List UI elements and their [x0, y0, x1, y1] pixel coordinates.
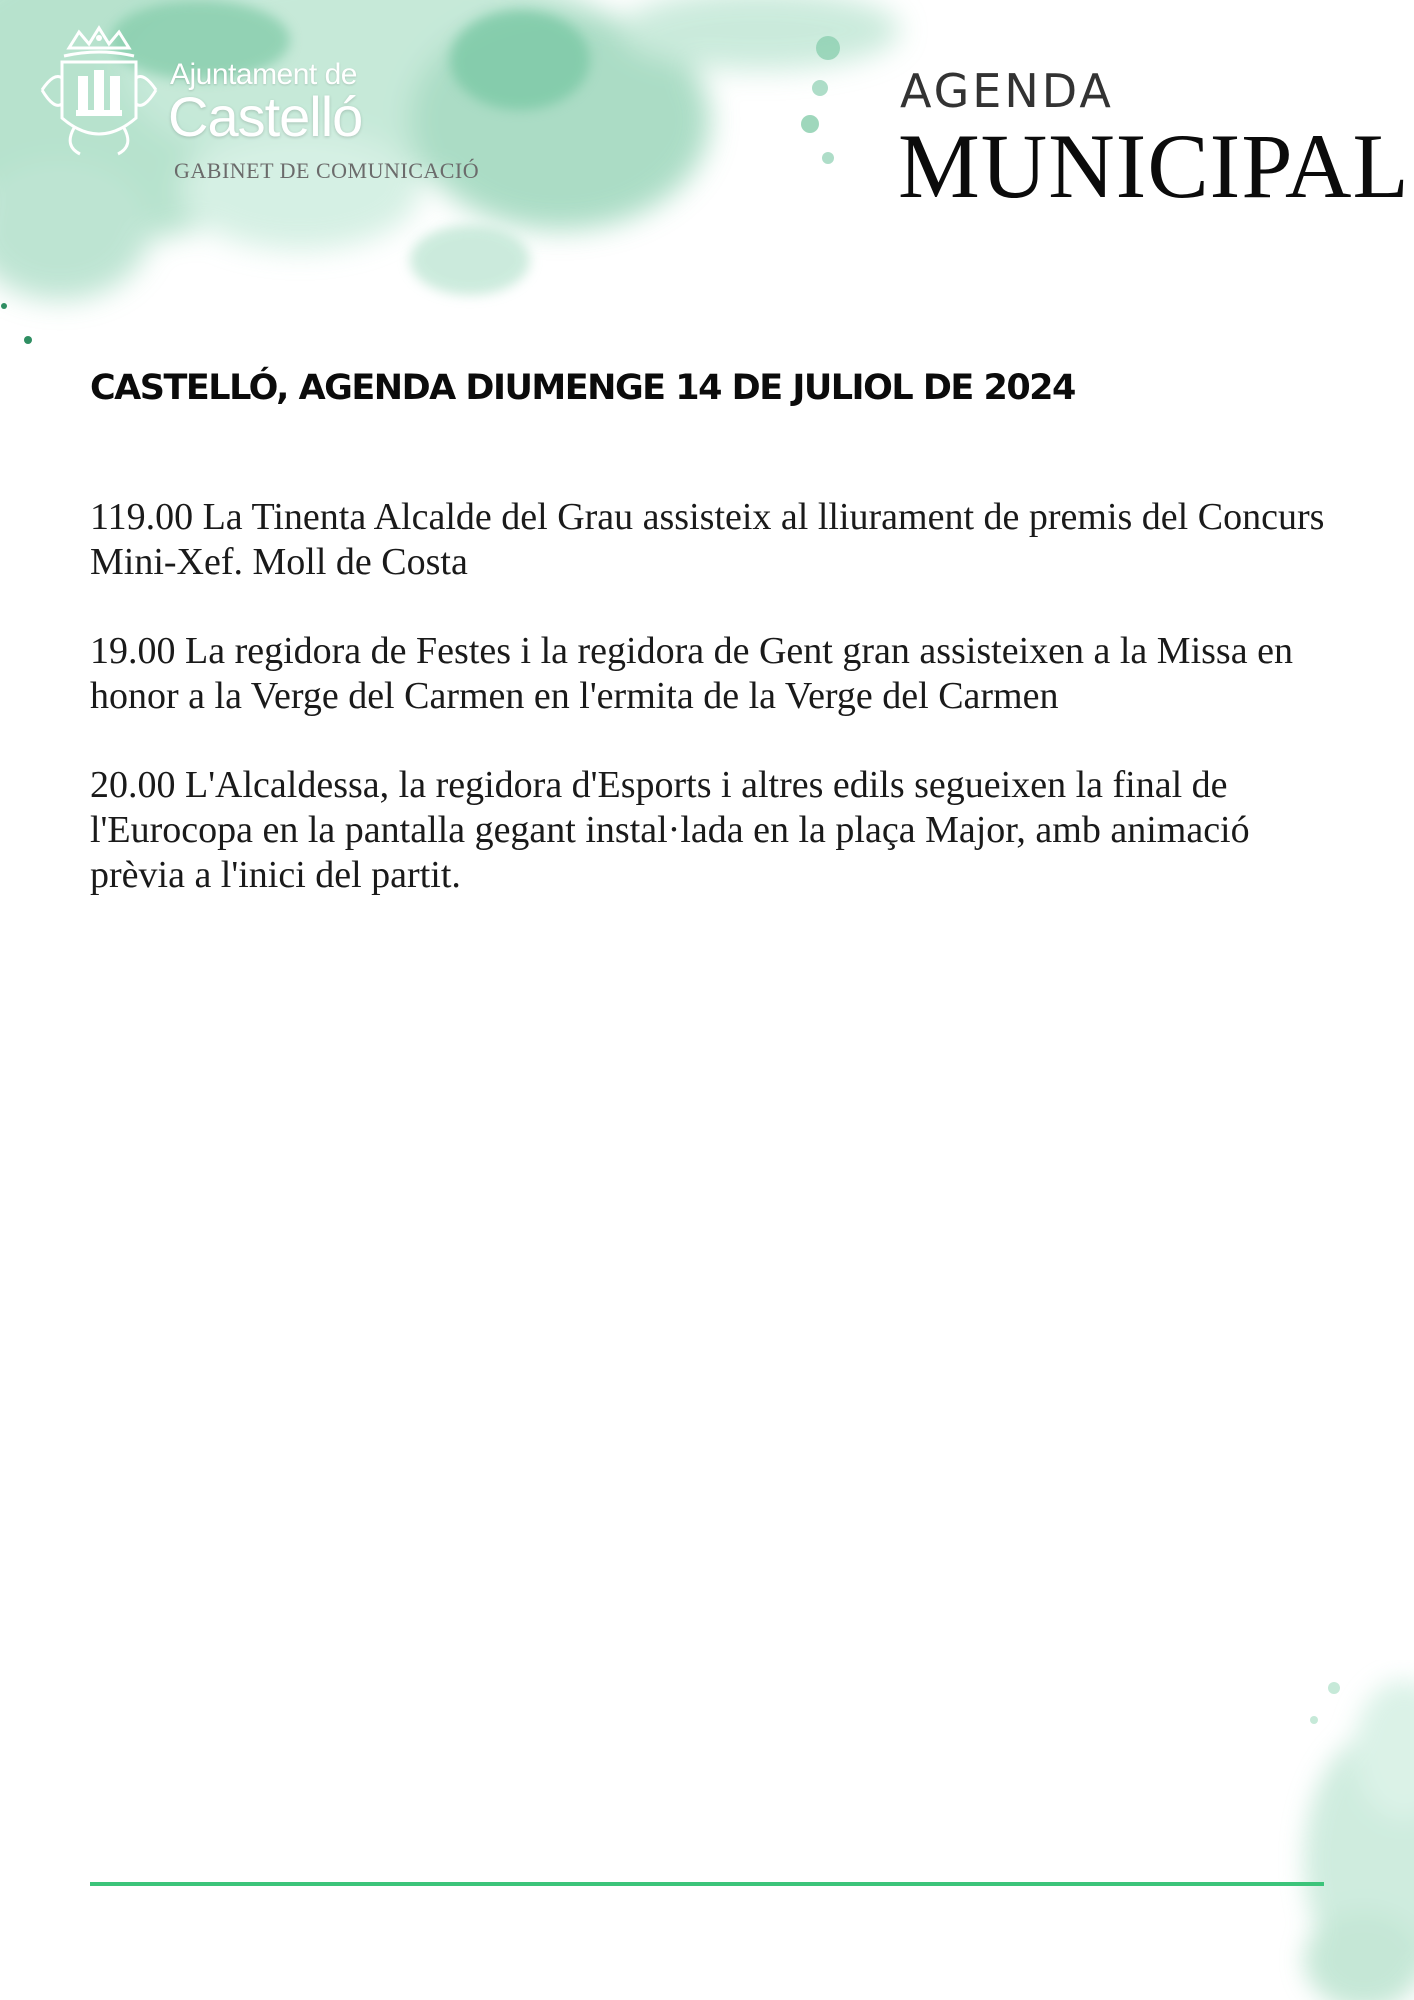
agenda-item: 20.00 L'Alcaldessa, la regidora d'Esports i altres edils segueixen la final de l'Eurocopa en la pantalla gegant instal·lada en la plaça Major, amb animació prèvia a l'inici del partit.	[90, 764, 1250, 896]
ajuntament-logo	[34, 18, 514, 188]
logo-line-castello: Castelló	[168, 85, 363, 148]
masthead	[898, 64, 1410, 217]
footer-divider	[90, 1882, 1324, 1886]
page-heading: CASTELLÓ, AGENDA DIUMENGE 14 DE JULIOL DE 2024	[90, 368, 1075, 408]
agenda-item: 119.00 La Tinenta Alcalde del Grau assisteix al lliurament de premis del Concurs Mini-Xef. Moll de Costa	[90, 496, 1325, 583]
logo-subtitle: GABINET DE COMUNICACIÓ	[174, 158, 480, 183]
watercolor-decoration-bottom	[1254, 1660, 1414, 2000]
logo-line-ajuntament: Ajuntament de	[170, 58, 357, 91]
castle-crest-icon	[34, 18, 164, 163]
masthead-title: MUNICIPAL	[898, 115, 1410, 217]
masthead-kicker: AGENDA	[900, 64, 1114, 118]
agenda-list	[90, 495, 1330, 942]
agenda-item: 19.00 La regidora de Festes i la regidora de Gent gran assisteixen a la Missa en honor a la Verge del Carmen en l'ermita de la Verge del Carmen	[90, 630, 1293, 717]
